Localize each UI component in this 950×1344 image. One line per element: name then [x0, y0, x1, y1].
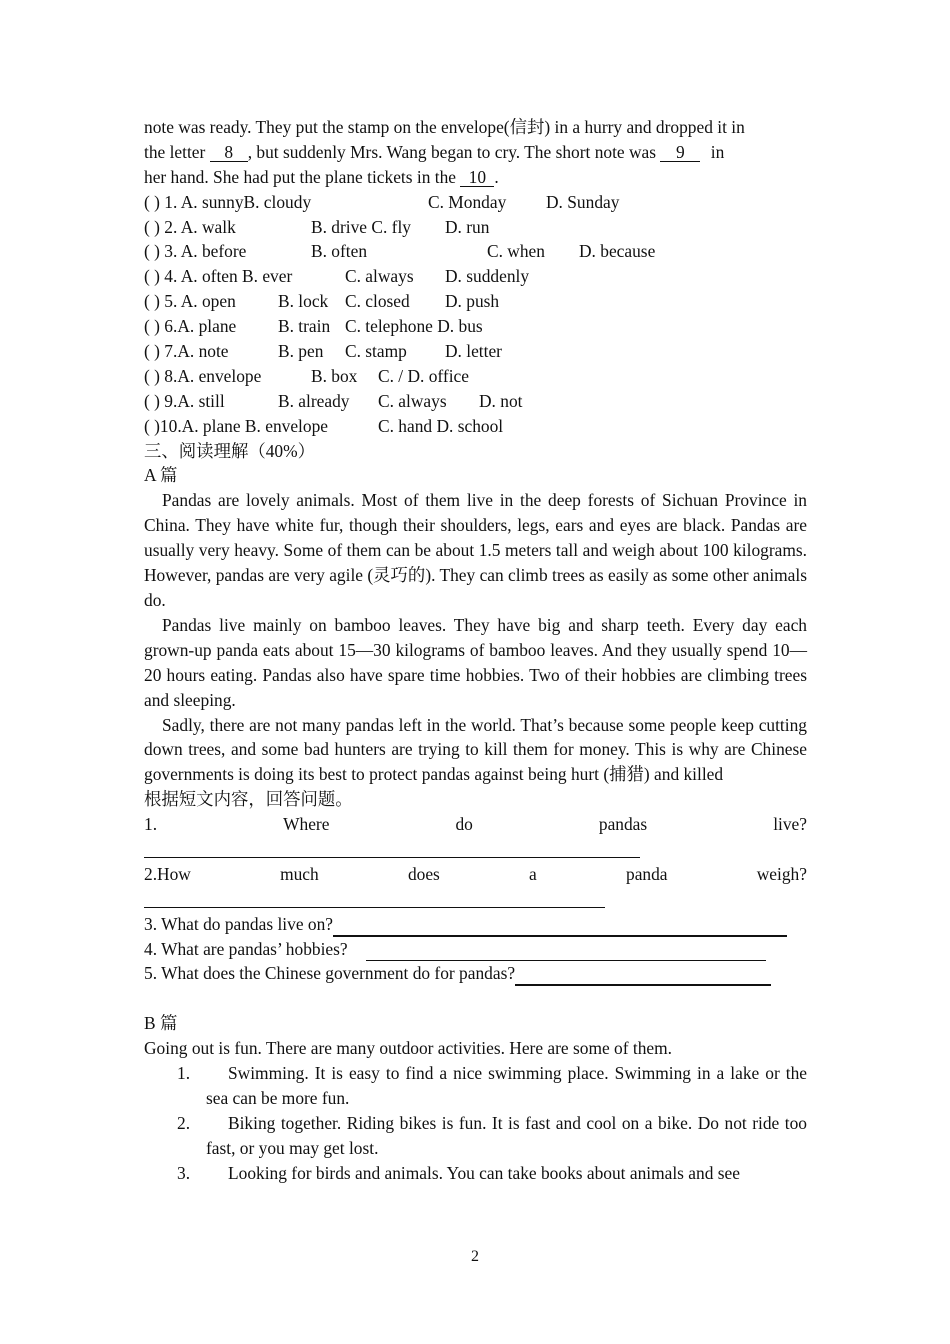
- paragraph: Pandas are lovely animals. Most of them live in the deep forests of Sichuan Province in China. They have white fur, though their shoulders, legs, ears and eyes are black. Pandas are usually very heavy. Some of them can be about 1.5 meters tall and weigh about 100 kilograms. However, pandas are very agile (灵巧的). They can climb trees as easily as some other animals do.: [144, 490, 807, 610]
- page-content: [144, 115, 807, 1186]
- passage-line: her hand. She had put the plane tickets in the 10 .: [144, 166, 499, 187]
- choice-row: ( ) 3. A. before B. often C. when D. because: [144, 241, 656, 262]
- question-1: 1. Where do pandas live?: [144, 814, 807, 835]
- question-3: 3. What do pandas live on?: [144, 912, 807, 937]
- question-4: 4. What are pandas’ hobbies?: [144, 937, 807, 962]
- choice-row: ( ) 1. A. sunnyB. cloudy C. Monday D. Sunday: [144, 191, 620, 212]
- blank-9: 9: [660, 143, 700, 162]
- list-item: 1. Swimming. It is easy to find a nice swimming place. Swimming in a lake or the sea can be more fun.: [177, 1063, 807, 1108]
- passage-line: the letter 8 , but suddenly Mrs. Wang began to cry. The short note was 9 in: [144, 141, 725, 162]
- question-5: 5. What does the Chinese government do for pandas?: [144, 961, 807, 986]
- choice-row: ( ) 2. A. walk B. drive C. fly D. run: [144, 216, 490, 237]
- answer-line-row: [144, 887, 807, 912]
- list-item: 2. Biking together. Riding bikes is fun. It is fast and cool on a bike. Do not ride too fast, or you may get lost.: [177, 1112, 807, 1158]
- passage-line: note was ready. They put the stamp on the envelope(信封) in a hurry and dropped it in: [144, 117, 745, 137]
- paragraph: Pandas live mainly on bamboo leaves. They have big and sharp teeth. Every day each grown-up panda eats about 15—30 kilograms of bamboo leaves. And they usually spend 10—20 hours eating. Pandas also have spare time hobbies. Two of their hobbies are climbing trees and sleeping.: [144, 614, 807, 710]
- part-a-title: A 篇: [144, 465, 178, 486]
- section-title: 三、阅读理解（40%）: [144, 440, 316, 461]
- choice-row: ( ) 4. A. often B. ever C. always D. suddenly: [144, 266, 530, 287]
- choice-row: ( ) 7.A. note B. pen C. stamp D. letter: [144, 341, 502, 362]
- choice-row: ( ) 8.A. envelope B. box C. / D. office: [144, 365, 469, 386]
- choice-row: ( )10.A. plane B. envelope C. hand D. school: [144, 415, 504, 436]
- answer-line-3[interactable]: [333, 915, 787, 937]
- spacer: [144, 986, 807, 1011]
- instruction: 根据短文内容，回答问题。: [144, 789, 353, 810]
- paragraph: Sadly, there are not many pandas left in the world. That’s because some people keep cutting down trees, and some bad hunters are trying to kill them for money. This is why are Chinese governments is doing its best to protect pandas against being hurt (捕猎) and killed: [144, 714, 807, 785]
- part-b-intro: Going out is fun. There are many outdoor activities. Here are some of them.: [144, 1038, 673, 1059]
- choice-row: ( ) 9.A. still B. already C. always D. not: [144, 390, 523, 411]
- choice-row: ( ) 6.A. plane B. train C. telephone D. bus: [144, 316, 483, 337]
- question-2: 2.How much does a panda weigh?: [144, 863, 807, 884]
- answer-line-row: [144, 837, 807, 862]
- blank-8: 8: [210, 143, 248, 162]
- answer-line-2[interactable]: [144, 887, 605, 908]
- part-b-title: B 篇: [144, 1013, 178, 1034]
- blank-10: 10: [460, 168, 494, 187]
- answer-line-5[interactable]: [515, 964, 771, 986]
- answer-line-4[interactable]: [366, 940, 766, 961]
- list-item: 3. Looking for birds and animals. You can take books about animals and see: [177, 1162, 740, 1183]
- page-number: 2: [471, 1248, 479, 1265]
- choice-row: ( ) 5. A. open B. lock C. closed D. push: [144, 291, 500, 312]
- answer-line-1[interactable]: [144, 837, 640, 858]
